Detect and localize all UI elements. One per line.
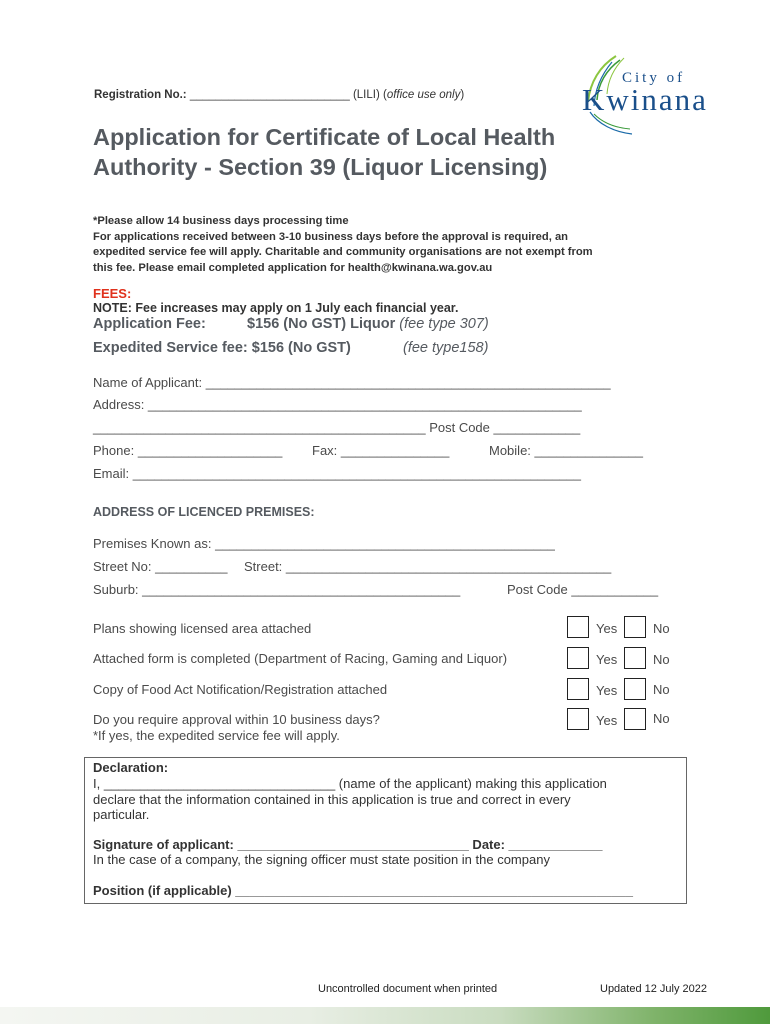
food-act-yes-label: Yes [596,683,618,698]
address-postcode-field[interactable]: ______________________________________________ Post Code ____________ [93,420,581,435]
form-no-checkbox[interactable] [624,647,646,669]
checklist-item-expedited: Do you require approval within 10 business days? [93,712,380,727]
premises-known-as-field[interactable]: Premises Known as: _______________________________________________ [93,536,555,551]
footer-color-band [0,1007,770,1024]
street-field[interactable]: Street: _____________________________________________ [244,559,612,574]
expedited-yes-checkbox[interactable] [567,708,589,730]
form-yes-checkbox[interactable] [567,647,589,669]
checklist-item-food-act: Copy of Food Act Notification/Registration attached [93,682,388,697]
phone-field[interactable]: Phone: ____________________ [93,443,283,458]
updated-date: Updated 12 July 2022 [600,983,708,995]
expedited-no-label: No [653,711,670,726]
expedited-fee-label: Expedited Service fee: $156 (No GST) [93,340,351,356]
expedited-no-checkbox[interactable] [624,708,646,730]
declaration-text-line2: declare that the information contained in this application is true and correct in every [93,792,571,807]
application-fee-label: Application Fee: [93,316,206,332]
plans-no-checkbox[interactable] [624,616,646,638]
application-fee-line [93,316,593,332]
registration-line: Registration No.: _________________________ (LILI) (office use only) [94,89,465,101]
form-no-label: No [653,652,670,667]
plans-yes-checkbox[interactable] [567,616,589,638]
food-act-no-label: No [653,682,670,697]
processing-notice: *Please allow 14 business days processing time For applications received between 3-10 business days before the approval is required, an expedited service fee will apply. Charitable and community organisations are not exempt from this fee. Please email completed application for health@kwinana.wa.gov.au [93,215,593,274]
plans-no-label: No [653,621,670,636]
declaration-heading: Declaration: [93,760,169,775]
checklist-item-plans: Plans showing licensed area attached [93,621,312,636]
form-yes-label: Yes [596,652,618,667]
signature-date-field[interactable]: Signature of applicant: ________________________________ Date: _____________ [93,837,603,852]
street-no-field[interactable]: Street No: __________ [93,559,228,574]
checklist-item-form: Attached form is completed (Department of Racing, Gaming and Liquor) [93,651,508,666]
city-of-kwinana-logo [578,52,728,137]
mobile-field[interactable]: Mobile: _______________ [489,443,643,458]
expedited-fee-line [93,340,593,356]
food-act-no-checkbox[interactable] [624,678,646,700]
plans-yes-label: Yes [596,621,618,636]
page-title: Application for Certificate of Local Health Authority - Section 39 (Liquor Licensing) [93,124,556,180]
fees-heading: FEES: [93,286,132,301]
uncontrolled-notice: Uncontrolled document when printed [318,983,498,995]
food-act-yes-checkbox[interactable] [567,678,589,700]
office-use-note: office use only [386,89,461,101]
registration-label: Registration No.: [94,89,187,101]
application-fee-amount: $156 (No GST) Liquor [247,316,396,332]
email-field[interactable]: Email: ______________________________________________________________ [93,466,581,481]
fee-increase-note: NOTE: Fee increases may apply on 1 July each financial year. [93,301,459,315]
position-field[interactable]: Position (if applicable) _______________________________________________________ [93,883,633,898]
expedited-note: *If yes, the expedited service fee will apply. [93,728,340,743]
company-note: In the case of a company, the signing officer must state position in the company [93,852,550,867]
declaration-text-line3: particular. [93,807,150,822]
premises-postcode-field[interactable]: Post Code ____________ [507,582,659,597]
fax-field[interactable]: Fax: _______________ [312,443,450,458]
applicant-name-field[interactable]: Name of Applicant: ________________________________________________________ [93,375,611,390]
application-fee-type: (fee type 307) [399,316,489,332]
premises-heading: ADDRESS OF LICENCED PREMISES: [93,505,315,519]
declaration-name-field[interactable]: I, ________________________________ (name of the applicant) making this application [93,776,607,791]
logo-main-text: Kwinana [582,82,708,117]
registration-blank[interactable]: _________________________ [189,89,350,101]
logo-top-text: City of [622,70,686,86]
address-field[interactable]: Address: ____________________________________________________________ [93,397,582,412]
suburb-field[interactable]: Suburb: ____________________________________________ [93,582,461,597]
expedited-fee-type: (fee type158) [403,340,489,356]
expedited-yes-label: Yes [596,713,618,728]
